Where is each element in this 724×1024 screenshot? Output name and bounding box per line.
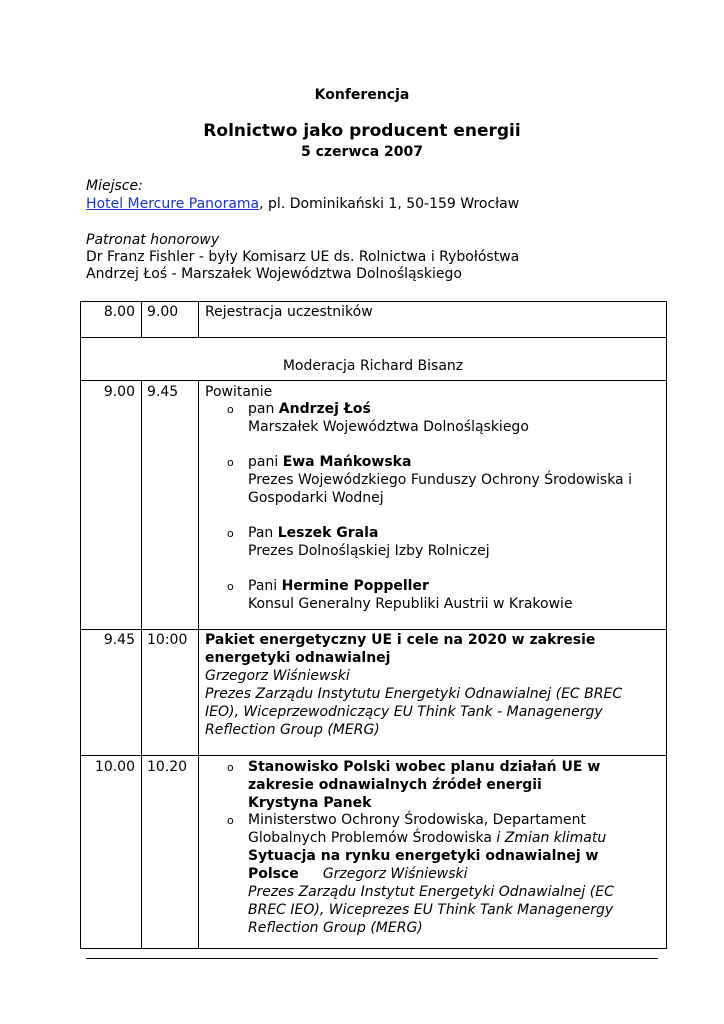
row1-text: Rejestracja uczestników xyxy=(205,304,373,320)
moderation-text: Moderacja Richard Bisanz xyxy=(282,358,464,374)
list-bullet: o xyxy=(227,527,234,540)
page-title: Rolnictwo jako producent energii xyxy=(203,121,521,141)
row1-start-time: 8.00 xyxy=(103,304,135,320)
row2-start-time: 9.00 xyxy=(103,384,135,400)
row4-item2-line: Ministerstwo Ochrony Środowiska, Departament xyxy=(248,812,586,828)
row4-start-time: 10.00 xyxy=(94,759,135,775)
table-border xyxy=(80,337,666,338)
row4-item1-line: zakresie odnawialnych źródeł energii xyxy=(248,777,542,793)
list-bullet: o xyxy=(227,761,234,774)
list-bullet: o xyxy=(227,580,234,593)
venue-address: , pl. Dominikański 1, 50-159 Wrocław xyxy=(259,196,520,212)
speaker-role: Prezes Dolnośląskiej Izby Rolniczej xyxy=(248,543,490,559)
speaker-item: Pani Hermine Poppeller xyxy=(248,578,429,594)
conference-date: 5 czerwca 2007 xyxy=(301,144,423,160)
speaker-item: pani Ewa Mańkowska xyxy=(248,454,412,470)
speaker-role: Marszałek Województwa Dolnośląskiego xyxy=(248,419,529,435)
list-bullet: o xyxy=(227,403,234,416)
row4-role-line: Prezes Zarządu Instytut Energetyki Odnawialnej (EC xyxy=(248,884,614,900)
row4-role-line: BREC IEO), Wiceprezes EU Think Tank Managenergy xyxy=(248,902,614,918)
row4-item2-line: Globalnych Problemów Środowiska i Zmian klimatu xyxy=(248,830,607,846)
table-border xyxy=(80,755,666,756)
row1-end-time: 9.00 xyxy=(147,304,179,320)
hotel-link[interactable]: Hotel Mercure Panorama xyxy=(86,196,260,212)
venue-label: Miejsce: xyxy=(86,178,143,194)
table-border xyxy=(80,301,666,302)
conference-label: Konferencja xyxy=(314,87,410,103)
speaker-item: pan Andrzej Łoś xyxy=(248,401,371,417)
list-bullet: o xyxy=(227,814,234,827)
speaker-role: Konsul Generalny Republiki Austrii w Krakowie xyxy=(248,596,573,612)
list-bullet: o xyxy=(227,456,234,469)
table-border xyxy=(80,629,666,630)
row3-speaker: Grzegorz Wiśniewski xyxy=(205,668,350,684)
patronage-label: Patronat honorowy xyxy=(86,232,220,248)
row2-heading: Powitanie xyxy=(205,384,273,400)
row4-item2-line: Polsce Grzegorz Wiśniewski xyxy=(248,866,468,882)
speaker-role: Gospodarki Wodnej xyxy=(248,490,384,506)
speaker-item: Pan Leszek Grala xyxy=(248,525,379,541)
table-border xyxy=(141,301,142,338)
venue-line xyxy=(86,196,519,212)
row2-end-time: 9.45 xyxy=(147,384,179,400)
table-border xyxy=(666,301,667,949)
table-border xyxy=(141,380,142,949)
row3-role-line: Reflection Group (MERG) xyxy=(205,722,380,738)
row4-item1-line: Stanowisko Polski wobec planu działań UE w xyxy=(248,759,601,775)
table-border xyxy=(198,301,199,338)
row3-title-line: Pakiet energetyczny UE i cele na 2020 w zakresie xyxy=(205,632,596,648)
footer-divider xyxy=(86,958,658,959)
row3-title-line: energetyki odnawialnej xyxy=(205,650,391,666)
table-border xyxy=(80,380,666,381)
table-border xyxy=(198,380,199,949)
row4-end-time: 10.20 xyxy=(147,759,188,775)
speaker-role: Prezes Wojewódzkiego Funduszy Ochrony Środowiska i xyxy=(248,472,632,488)
patron-line-2: Andrzej Łoś - Marszałek Województwa Dolnośląskiego xyxy=(86,266,462,282)
row3-role-line: IEO), Wiceprzewodniczący EU Think Tank - Managenergy xyxy=(205,704,603,720)
row3-start-time: 9.45 xyxy=(103,632,135,648)
row4-role-line: Reflection Group (MERG) xyxy=(248,920,423,936)
row4-item2-line: Sytuacja na rynku energetyki odnawialnej w xyxy=(248,848,599,864)
row4-item1-line: Krystyna Panek xyxy=(248,795,372,811)
row3-end-time: 10:00 xyxy=(147,632,188,648)
table-border xyxy=(80,948,666,949)
row3-role-line: Prezes Zarządu Instytutu Energetyki Odnawialnej (EC BREC xyxy=(205,686,623,702)
patron-line-1: Dr Franz Fishler - były Komisarz UE ds. Rolnictwa i Rybołóstwa xyxy=(86,249,520,265)
